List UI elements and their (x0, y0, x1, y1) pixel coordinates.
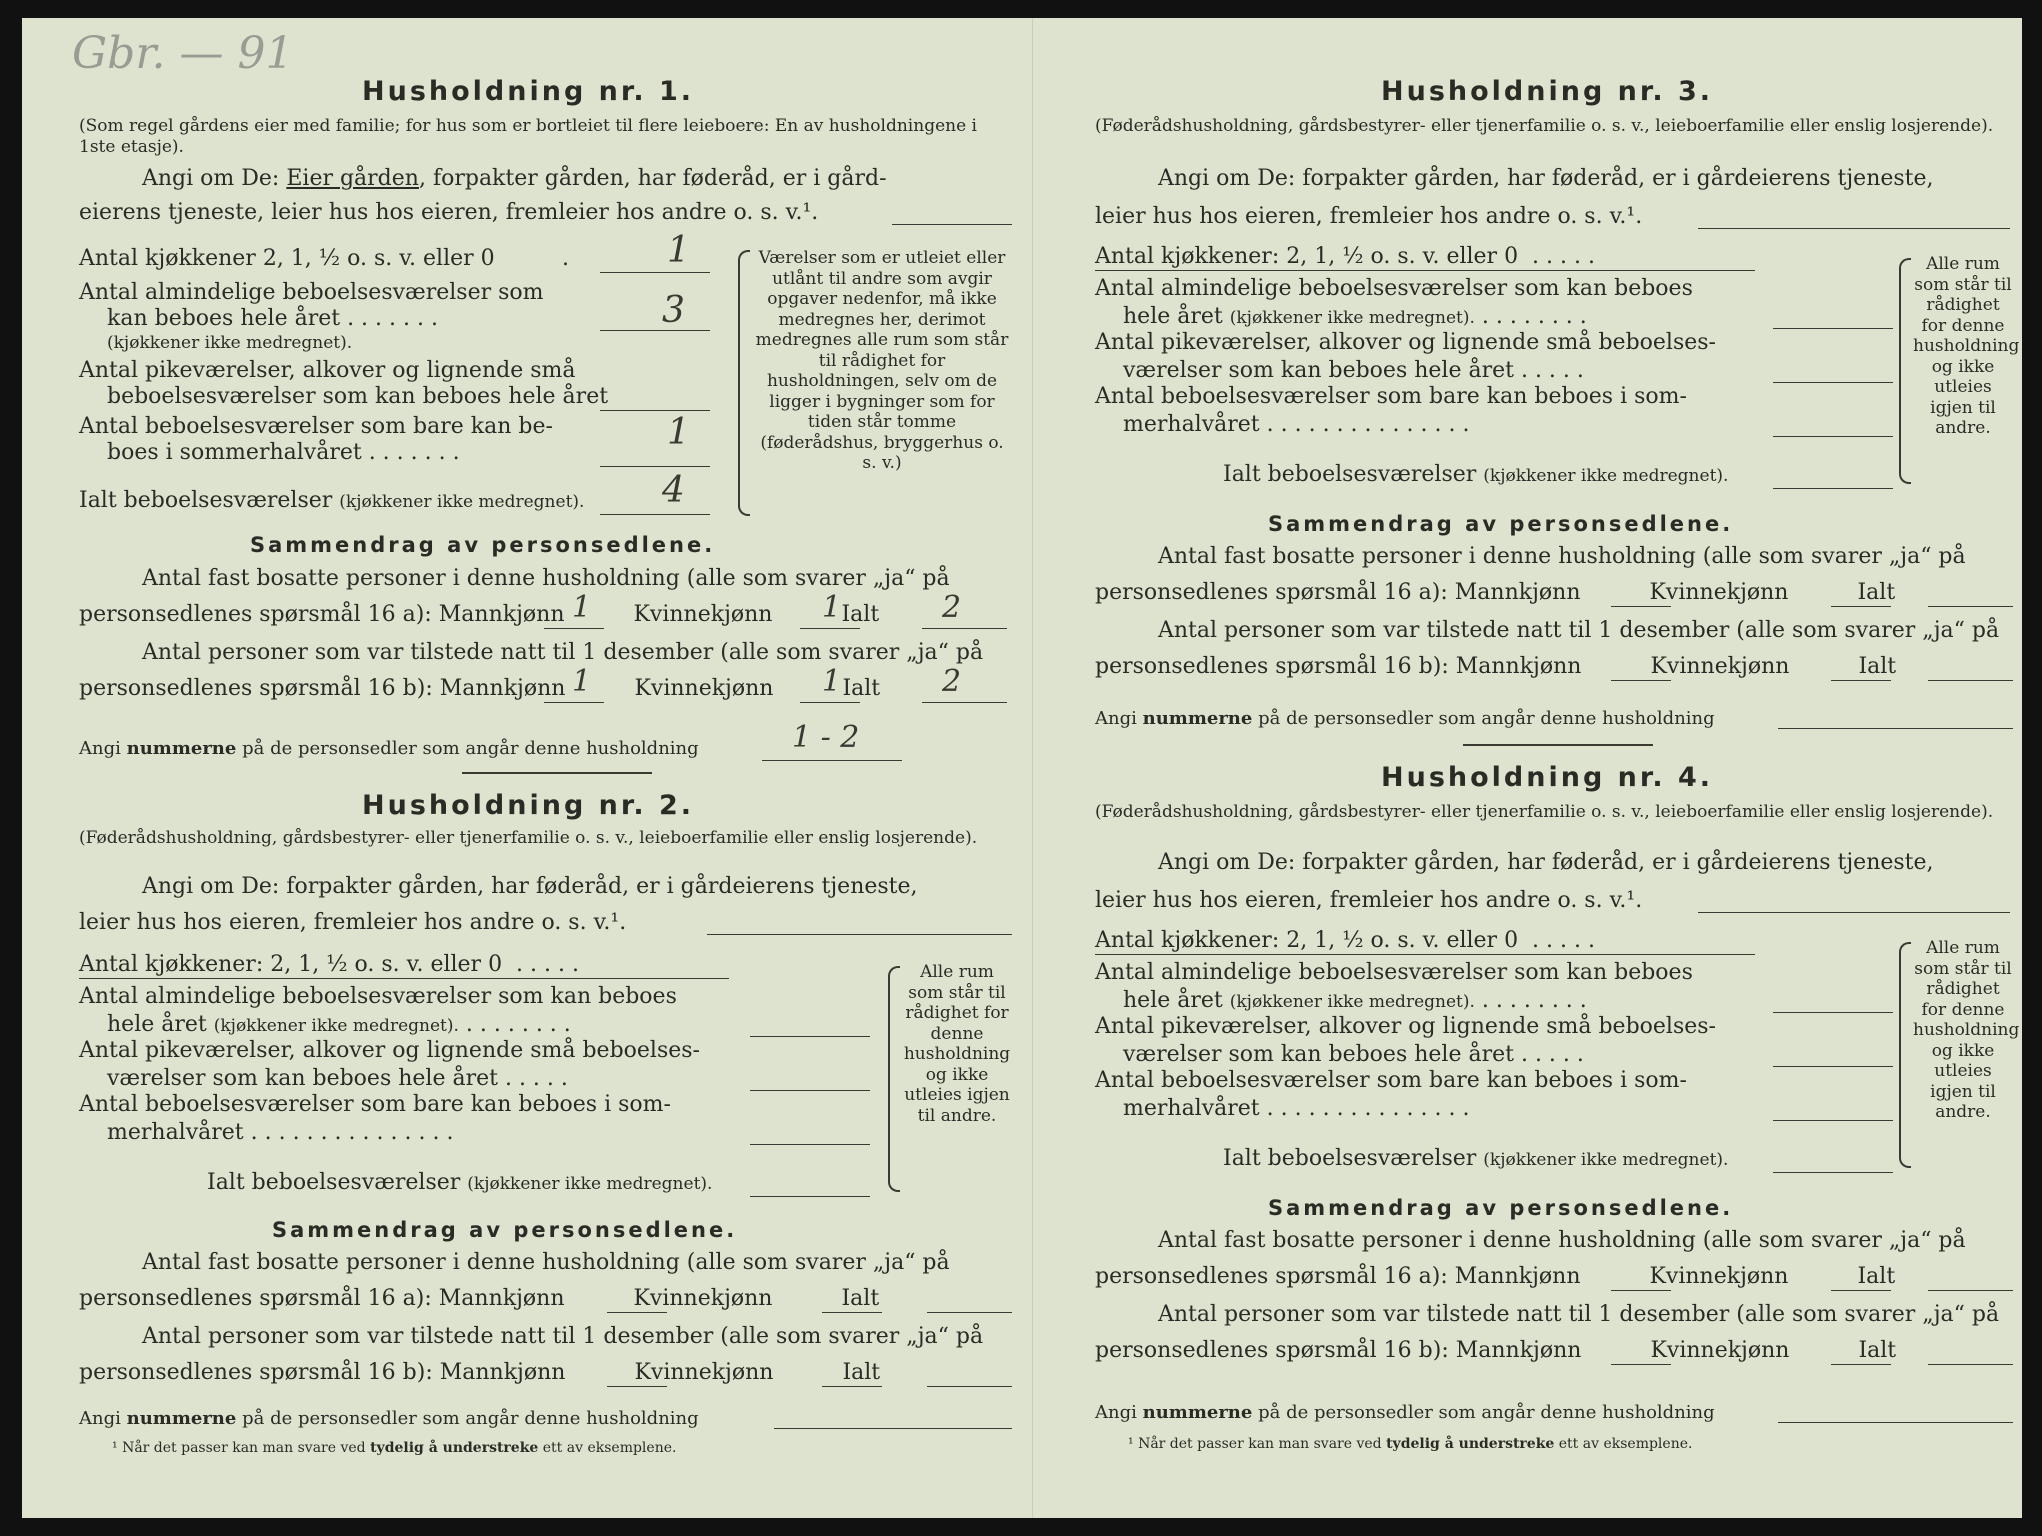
h1-pike-line2: beboelsesværelser som kan beboes hele året (107, 384, 609, 409)
census-sheet (22, 18, 2022, 1518)
h4-fast-line1: Antal fast bosatte personer i denne husholdning (alle som svarer „ja“ på (1158, 1228, 1966, 1253)
left-footnote: ¹ Når det passer kan man svare ved tydelig å understreke ett av eksemplene. (112, 1440, 677, 1456)
household-2-intro: (Føderådshusholdning, gårdsbestyrer- eller tjenerfamilie o. s. v., leieboerfamilie eller enslig losjerende). (79, 828, 978, 848)
h3-summary-title: Sammendrag av personsedlene. (1268, 512, 1734, 536)
h2-ialt-label: Ialt beboelsesværelser (kjøkkener ikke medregnet). (207, 1170, 713, 1195)
h1-tilstede-line1: Antal personer som var tilstede natt til 1 desember (alle som svarer „ja“ på (142, 640, 984, 665)
h4-alm-line2: hele året (kjøkkener ikke medregnet). . . . . . . . . (1123, 988, 1587, 1013)
household-1-intro: (Som regel gårdens eier med familie; for hus som er bortleiet til flere leieboere: En av husholdningene i 1ste etasje). (79, 116, 977, 157)
h1-kjokkener-value: 1 (667, 230, 690, 271)
h2-nummer-line: Angi nummerne på de personsedler som angår denne husholdning (79, 1408, 699, 1429)
h2-fast-line2: personsedlenes spørsmål 16 a): Mannkjønn Kvinnekjønn Ialt (79, 1286, 880, 1311)
h3-tilstede-line2: personsedlenes spørsmål 16 b): Mannkjønn Kvinnekjønn Ialt (1095, 654, 1897, 679)
h4-sommer-line1: Antal beboelsesværelser som bare kan beboes i som- (1095, 1068, 1687, 1093)
h2-angi-line1: Angi om De: forpakter gården, har føderåd, er i gårdeierens tjeneste, (142, 874, 918, 899)
h1-alm-value: 3 (662, 290, 685, 331)
h3-side-note: Alle rum som står til rådighet for denne husholdning og ikke utleies igjen til andre. (1913, 254, 2020, 438)
h4-tilstede-line1: Antal personer som var tilstede natt til 1 desember (alle som svarer „ja“ på (1158, 1302, 2000, 1327)
h3-alm-line2: hele året (kjøkkener ikke medregnet). . . . . . . . . (1123, 304, 1587, 329)
h3-sommer-line2: merhalvåret . . . . . . . . . . . . . . . (1123, 412, 1470, 437)
h3-kjokkener-label: Antal kjøkkener: 2, 1, ½ o. s. v. eller 0 . . . . . (1095, 244, 1595, 269)
h1-nummer-line: Angi nummerne på de personsedler som angår denne husholdning (79, 738, 699, 759)
household-1-angi-line2: eierens tjeneste, leier hus hos eieren, fremleier hos andre o. s. v.¹. (79, 200, 819, 225)
h4-angi-line2: leier hus hos eieren, fremleier hos andre o. s. v.¹. (1095, 888, 1643, 913)
h3-angi-line2: leier hus hos eieren, fremleier hos andre o. s. v.¹. (1095, 204, 1643, 229)
h2-sommer-line2: merhalvåret . . . . . . . . . . . . . . . (107, 1120, 454, 1145)
h4-fast-line2: personsedlenes spørsmål 16 a): Mannkjønn Kvinnekjønn Ialt (1095, 1264, 1896, 1289)
h4-angi-line1: Angi om De: forpakter gården, har føderåd, er i gårdeierens tjeneste, (1158, 850, 1934, 875)
h1-sommer-value: 1 (667, 412, 690, 453)
h4-summary-title: Sammendrag av personsedlene. (1268, 1196, 1734, 1220)
h1-alm-line1: Antal almindelige beboelsesværelser som (79, 280, 544, 305)
h2-fast-line1: Antal fast bosatte personer i denne husholdning (alle som svarer „ja“ på (142, 1250, 950, 1275)
right-page (1032, 18, 2023, 1518)
h2-pike-line2: værelser som kan beboes hele året . . . . . (107, 1066, 568, 1091)
left-page: Gbr. — 91 Husholdning nr. 1. (Som regel gårdens eier med familie; for hus som er bortleiet til flere leieboere: En av husholdningene i 1ste etasje). Angi om De: Eier gården, forpakter gården, har føderåd, er i gård- eierens tjeneste, leier hus hos eieren, fremleier hos andre o. s. v.¹. Antal kjøkkener 2, 1, ½ o. s. v. eller 0 . 1 Antal almindelige beboelsesværelser som kan beboes hele året . . . . . . . (kjøkkener ikke medregnet). 3 Antal pikeværelser, alkover og lignende små beboelsesværelser som kan beboes hele året Antal beboelsesværelser som bare kan be- boes i sommerhalvåret . . . . . . . 1 Ialt beboelsesværelser (kjøkkener ikke medregnet). 4 Værelser som er utleiet eller utlånt til andre som avgir opgaver nedenfor, må ikke medregnes her, derimot medregnes alle rum som står til rådighet for husholdningen, selv om de ligger i bygninger som for tiden står tomme (føderådshus, bryggerhus o. s. v.) Sammendrag av personsedlene. Antal fast bosatte personer i denne husholdning (alle som svarer „ja“ på personsedlenes spørsmål 16 a): Mannkjønn Kvinnekjønn Ialt 1 1 2 Antal personer som var tilstede natt til 1 desember (alle som svarer „ja“ på personsedlenes spørsmål 16 b): Mannkjønn Kvinnekjønn Ialt 1 1 2 Angi nummerne på de personsedler som angår denne husholdning 1 - 2 Husholdning nr. 2. (Føderådshusholdning, gårdsbestyrer- eller tjenerfamilie o. s. v., leieboerfamilie eller enslig losjerende). Angi om De: forpakter gården, har føderåd, er i gårdeierens tjeneste, leier hus hos eieren, fremleier hos andre o. s. v.¹. Antal kjøkkener: 2, 1, ½ o. s. v. eller 0 . . . . . Antal almindelige beboelsesværelser som kan beboes hele året (kjøkkener ikke medregnet). . . . . . . . . Antal pikeværelser, alkover og lignende små beboelses- værelser som kan beboes hele året . . . . . Antal beboelsesværelser som bare kan beboes i som- merhalvåret . . . . . . . . . . . . . . . Ialt beboelsesværelser (kjøkkener ikke medregnet). Alle rum som står til rådighet for denne husholdning og ikke utleies igjen til andre. Sammendrag av personsedlene. Antal fast bosatte personer i denne husholdning (alle som svarer „ja“ på personsedlenes spørsmål 16 a): Mannkjønn Kvinnekjønn Ialt Antal personer som var tilstede natt til 1 desember (alle som svarer „ja“ på personsedlenes spørsmål 16 b): Mannkjønn Kvinnekjønn Ialt Angi nummerne på de personsedler som angår denne husholdning ¹ Når det passer kan man svare ved tydelig å understreke ett av eksemplene. (72, 28, 1011, 1456)
h2-tilstede-line2: personsedlenes spørsmål 16 b): Mannkjønn Kvinnekjønn Ialt (79, 1360, 881, 1385)
h3-fast-line2: personsedlenes spørsmål 16 a): Mannkjønn Kvinnekjønn Ialt (1095, 580, 1896, 605)
h1-alm-note: (kjøkkener ikke medregnet). (107, 333, 353, 353)
h3-pike-line1: Antal pikeværelser, alkover og lignende små beboelses- (1095, 330, 1716, 355)
h1-fast-ialt-value: 2 (942, 590, 962, 625)
h1-ialt-label: Ialt beboelsesværelser (kjøkkener ikke medregnet). (79, 488, 585, 513)
h3-tilstede-line1: Antal personer som var tilstede natt til 1 desember (alle som svarer „ja“ på (1158, 618, 2000, 643)
h4-pike-line2: værelser som kan beboes hele året . . . . . (1123, 1042, 1584, 1067)
household-3-intro: (Føderådshusholdning, gårdsbestyrer- eller tjenerfamilie o. s. v., leieboerfamilie eller enslig losjerende). (1095, 116, 1994, 136)
h1-summary-title: Sammendrag av personsedlene. (250, 533, 716, 557)
h3-fast-line1: Antal fast bosatte personer i denne husholdning (alle som svarer „ja“ på (1158, 544, 1966, 569)
household-2-title: Husholdning nr. 2. (362, 790, 695, 821)
h1-alm-line2: kan beboes hele året . . . . . . . (107, 306, 438, 331)
h2-sommer-line1: Antal beboelsesværelser som bare kan beboes i som- (79, 1092, 671, 1117)
h1-sommer-line1: Antal beboelsesværelser som bare kan be- (79, 414, 553, 439)
h4-nummer-line: Angi nummerne på de personsedler som angår denne husholdning (1095, 1402, 1715, 1423)
h1-sommer-line2: boes i sommerhalvåret . . . . . . . (107, 440, 460, 465)
h2-angi-line2: leier hus hos eieren, fremleier hos andre o. s. v.¹. (79, 910, 627, 935)
h1-tilstede-ialt-value: 2 (942, 664, 962, 699)
household-1-angi-line1: Angi om De: Eier gården, forpakter gården, har føderåd, er i gård- (142, 166, 887, 191)
h4-sommer-line2: merhalvåret . . . . . . . . . . . . . . . (1123, 1096, 1470, 1121)
right-footnote: ¹ Når det passer kan man svare ved tydelig å understreke ett av eksemplene. (1128, 1436, 1693, 1452)
household-3-title: Husholdning nr. 3. (1381, 76, 1714, 107)
h1-kjokkener-label: Antal kjøkkener 2, 1, ½ o. s. v. eller 0 (79, 246, 495, 271)
h2-alm-line2: hele året (kjøkkener ikke medregnet). . . . . . . . . (107, 1012, 571, 1037)
household-4-title: Husholdning nr. 4. (1381, 762, 1714, 793)
h4-side-note: Alle rum som står til rådighet for denne husholdning og ikke utleies igjen til andre. (1913, 938, 2020, 1122)
h1-nummer-value: 1 - 2 (792, 720, 860, 755)
h1-tilstede-kvinne-value: 1 (822, 664, 842, 699)
h4-kjokkener-label: Antal kjøkkener: 2, 1, ½ o. s. v. eller 0 . . . . . (1095, 928, 1595, 953)
h1-fast-line1: Antal fast bosatte personer i denne husholdning (alle som svarer „ja“ på (142, 566, 950, 591)
h3-ialt-label: Ialt beboelsesværelser (kjøkkener ikke medregnet). (1223, 462, 1729, 487)
h1-ialt-value: 4 (662, 470, 685, 511)
h3-angi-line1: Angi om De: forpakter gården, har føderåd, er i gårdeierens tjeneste, (1158, 166, 1934, 191)
h4-alm-line1: Antal almindelige beboelsesværelser som kan beboes (1095, 960, 1693, 985)
h1-fast-line2: personsedlenes spørsmål 16 a): Mannkjønn Kvinnekjønn Ialt (79, 602, 880, 627)
h3-alm-line1: Antal almindelige beboelsesværelser som kan beboes (1095, 276, 1693, 301)
h2-pike-line1: Antal pikeværelser, alkover og lignende små beboelses- (79, 1038, 700, 1063)
h2-alm-line1: Antal almindelige beboelsesværelser som kan beboes (79, 984, 677, 1009)
h2-tilstede-line1: Antal personer som var tilstede natt til 1 desember (alle som svarer „ja“ på (142, 1324, 984, 1349)
h1-fast-mann-value: 1 (572, 590, 592, 625)
h4-ialt-label: Ialt beboelsesværelser (kjøkkener ikke medregnet). (1223, 1146, 1729, 1171)
h1-side-note: Værelser som er utleiet eller utlånt til andre som avgir opgaver nedenfor, må ikke medregnes her, derimot medregnes alle rum som står til rådighet for husholdningen, selv om de ligger i bygninger som for tiden står tomme (føderådshus, bryggerhus o. s. v.) (755, 248, 1009, 473)
eier-garden-underlined: Eier gården (286, 166, 419, 191)
h2-summary-title: Sammendrag av personsedlene. (272, 1218, 738, 1242)
household-1-title: Husholdning nr. 1. (362, 76, 695, 107)
pencil-annotation: Gbr. — 91 (72, 28, 294, 79)
h3-pike-line2: værelser som kan beboes hele året . . . . . (1123, 358, 1584, 383)
h4-tilstede-line2: personsedlenes spørsmål 16 b): Mannkjønn Kvinnekjønn Ialt (1095, 1338, 1897, 1363)
h3-nummer-line: Angi nummerne på de personsedler som angår denne husholdning (1095, 708, 1715, 729)
h2-kjokkener-label: Antal kjøkkener: 2, 1, ½ o. s. v. eller 0 . . . . . (79, 952, 579, 977)
h1-pike-line1: Antal pikeværelser, alkover og lignende små (79, 358, 576, 383)
h4-pike-line1: Antal pikeværelser, alkover og lignende små beboelses- (1095, 1014, 1716, 1039)
h1-tilstede-mann-value: 1 (572, 664, 592, 699)
h1-fast-kvinne-value: 1 (822, 590, 842, 625)
household-4-intro: (Føderådshusholdning, gårdsbestyrer- eller tjenerfamilie o. s. v., leieboerfamilie eller enslig losjerende). (1095, 802, 1994, 822)
h2-side-note: Alle rum som står til rådighet for denne husholdning og ikke utleies igjen til andre. (903, 962, 1011, 1126)
h1-tilstede-line2: personsedlenes spørsmål 16 b): Mannkjønn Kvinnekjønn Ialt (79, 676, 881, 701)
h3-sommer-line1: Antal beboelsesværelser som bare kan beboes i som- (1095, 384, 1687, 409)
